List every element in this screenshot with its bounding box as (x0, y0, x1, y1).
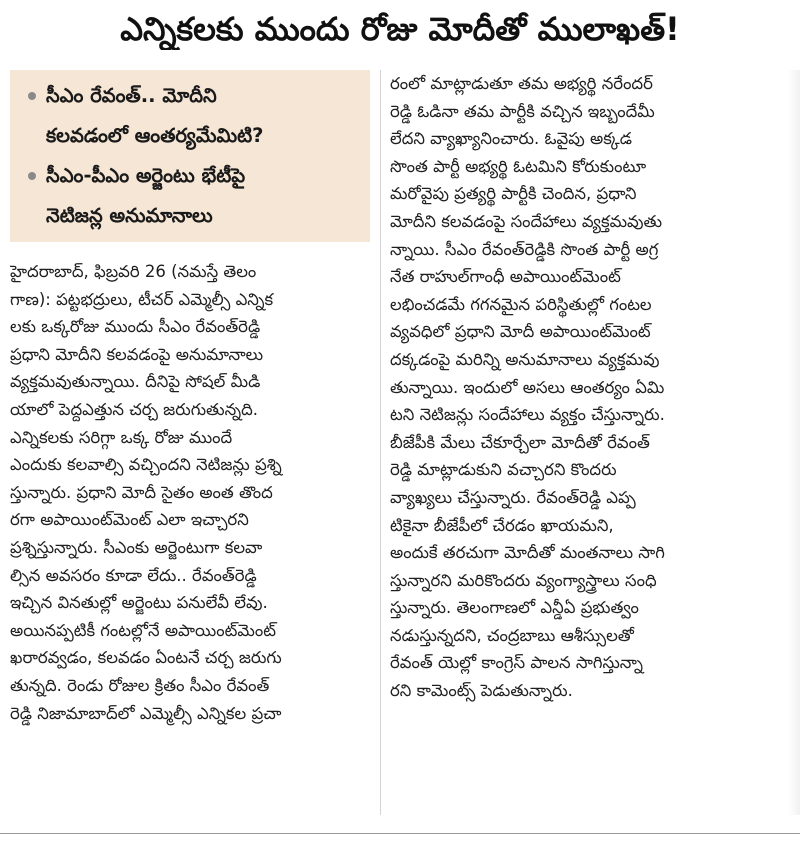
text-line: స్తున్నారు. ప్రధాని మోదీ సైతం అంత తొంద (10, 482, 273, 502)
text-line: నడుస్తున్నదని, చంద్రబాబు ఆశీస్సులతో (390, 625, 634, 645)
text-line: స్తున్నారు. తెలంగాణలో ఎన్డీఏ ప్రభుత్వం (390, 598, 639, 618)
text-line: స్తున్నారని మరికొందరు వ్యంగ్యాస్త్రాలు సంధి (390, 570, 657, 590)
text-line: టని నెటిజన్లు సందేహాలు వ్యక్తం చేస్తున్నారు. (390, 405, 665, 425)
text-line: సొంత పార్టీ అభ్యర్థి ఓటమిని కోరుకుంటూ (390, 156, 647, 176)
text-line: గాణ): పట్టభద్రులు, టీచర్ ఎమ్మెల్సీ ఎన్నిక (10, 289, 274, 309)
text-line: అయినప్పటికీ గంటల్లోనే అపాయింట్‌మెంట్ (10, 620, 276, 640)
text-line: అందుకే తరచుగా మోదీతో మంతనాలు సాగి (390, 543, 665, 563)
text-line: టికైనా బీజేపీలో చేరడం ఖాయమని, (390, 515, 614, 535)
text-line: నేత రాహుల్‌గాంధీ అపాయింట్‌మెంట్ (390, 267, 621, 287)
text-line: ఎన్నికలకు సరిగ్గా ఒక్క రోజు ముందే (10, 427, 233, 447)
text-line: న్నాయి. సీఎం రేవంత్‌రెడ్డికి సొంత పార్టీ అగ్ర (390, 239, 659, 259)
text-line: రెడ్డి ఓడినా తమ పార్టీకి వచ్చిన ఇబ్బందేమీ (390, 101, 655, 121)
text-line: లభించడమే గగనమైన పరిస్థితుల్లో గంటల (390, 294, 652, 314)
highlight-line: కలవడంలో ఆంతర్యమేమిటి? (46, 124, 264, 147)
text-line: బీజేపీకి మేలు చేకూర్చేలా మోదీతో రేవంత్ (390, 432, 650, 452)
text-line: ఖరారవ్వడం, కలవడం ఏంటనే చర్చ జరుగు (10, 648, 282, 668)
text-line: వ్యాఖ్యలు చేస్తున్నారు. రేవంత్‌రెడ్డి ఎప్ప (390, 487, 636, 507)
text-line: ప్రధాని మోదీని కలవడంపై అనుమానాలు (10, 344, 264, 364)
text-line: మరోవైపు ప్రత్యర్థి పార్టీకి చెందిన, ప్రధాని (390, 184, 637, 204)
text-line: తున్నాయి. ఇందులో అసలు ఆంతర్యం ఏమి (390, 377, 665, 397)
column-divider (380, 70, 381, 815)
highlight-text (46, 76, 264, 156)
text-line: ల్సిన అవసరం కూడా లేదు.. రేవంత్‌రెడ్డి (10, 565, 257, 585)
text-line: వ్యక్తమవుతున్నాయి. దీనిపై సోషల్ మీడి (10, 372, 261, 392)
text-line: వ్యవధిలో ప్రధాని మోదీ అపాయింట్‌మెంట్ (390, 322, 651, 342)
text-line: లేదని వ్యాఖ్యానించారు. ఓవైపు అక్కడ (390, 129, 632, 149)
bottom-rule (0, 833, 800, 834)
text-line: ఎందుకు కలవాల్సి వచ్చిందని నెటిజన్లు ప్రశ్ని (10, 455, 282, 475)
headline: ఎన్నికలకు ముందు రోజు మోదీతో ములాఖత్! (120, 10, 680, 48)
article-body-left (10, 258, 370, 727)
bullet-icon (28, 92, 36, 100)
text-line: మోదీని కలవడంపై సందేహాలు వ్యక్తమవుతు (390, 211, 663, 231)
text-line: రెడ్డి నిజామాబాద్‌లో ఎమ్మెల్సీ ఎన్నికల ప్రచా (10, 703, 282, 723)
text-line: రేవంత్ యెల్లో కాంగ్రెస్ పాలన సాగిస్తున్నా (390, 653, 643, 673)
highlight-line: సీఎం రేవంత్.. మోదీని (46, 84, 217, 107)
text-line: యాలో పెద్దఎత్తున చర్చ జరుగుతున్నది. (10, 399, 258, 419)
highlight-box (10, 70, 370, 242)
text-line: హైదరాబాద్, ఫిబ్రవరి 26 (నమస్తే తెలం (10, 262, 257, 281)
text-line: తున్నది. రెండు రోజుల క్రితం సీఎం రేవంత్ (10, 675, 270, 695)
highlight-line: సీఎం-పీఎం అర్జెంటు భేటీపై (46, 164, 246, 187)
bullet-icon (28, 172, 36, 180)
text-line: రగా అపాయింట్‌మెంట్ ఎలా ఇచ్చారని (10, 510, 249, 530)
text-line: రెడ్డి మాట్లాడుకుని వచ్చారని కొందరు (390, 460, 617, 480)
left-column (10, 70, 370, 727)
text-line: దక్కడంపై మరిన్ని అనుమానాలు వ్యక్తమవు (390, 349, 660, 369)
adjacent-column-edge (788, 70, 800, 815)
right-column (390, 70, 760, 705)
text-line: లకు ఒక్కరోజు ముందు సీఎం రేవంత్‌రెడ్డి (10, 317, 261, 337)
highlight-line: నెటిజన్ల అనుమానాలు (46, 204, 213, 227)
highlight-text (46, 156, 245, 236)
text-line: ప్రశ్నిస్తున్నారు. సీఎంకు అర్జెంటుగా కలవా (10, 537, 263, 557)
text-line: ఇచ్చిన వినతుల్లో అర్జెంటు పనులేవీ లేవు. (10, 593, 268, 613)
article-body-right (390, 70, 760, 705)
highlight-item (24, 76, 358, 156)
text-line: రని కామెంట్స్ పెడుతున్నారు. (390, 681, 573, 701)
text-line: రంలో మాట్లాడుతూ తమ అభ్యర్థి నరేందర్ (390, 74, 653, 93)
highlight-item (24, 156, 358, 236)
